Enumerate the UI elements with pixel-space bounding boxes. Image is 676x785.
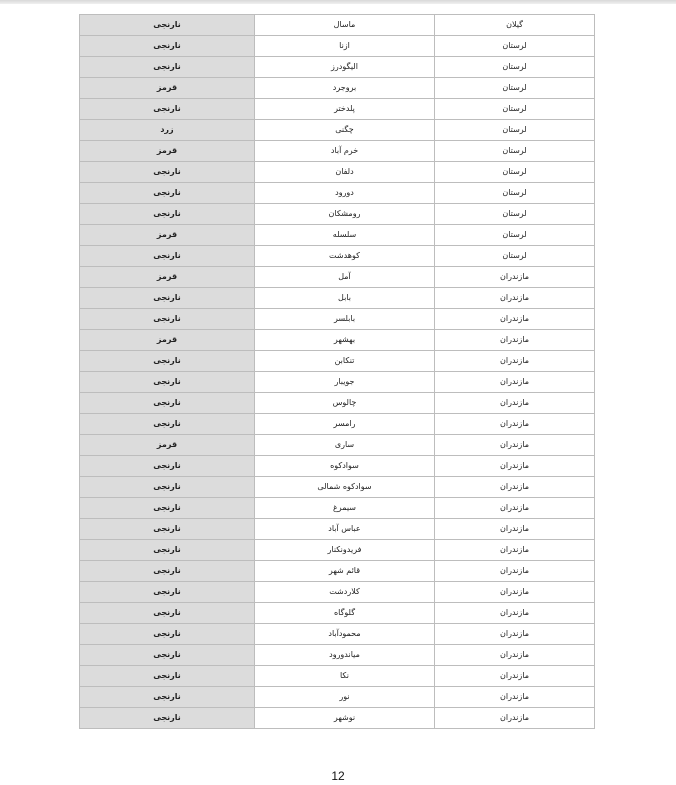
table-row	[80, 645, 595, 666]
color-status-cell: قرمز	[80, 330, 255, 351]
color-status-cell: قرمز	[80, 225, 255, 246]
table-row	[80, 414, 595, 435]
province-cell: مازندران	[435, 687, 595, 708]
city-cell: رامسر	[255, 414, 435, 435]
province-cell: لرستان	[435, 162, 595, 183]
city-cell: قائم شهر	[255, 561, 435, 582]
color-status-cell: نارنجی	[80, 624, 255, 645]
color-status-cell: نارنجی	[80, 351, 255, 372]
province-cell: گیلان	[435, 15, 595, 36]
province-cell: مازندران	[435, 519, 595, 540]
province-cell: مازندران	[435, 603, 595, 624]
table-row	[80, 540, 595, 561]
table-row	[80, 708, 595, 729]
color-status-cell: نارنجی	[80, 645, 255, 666]
color-status-cell: نارنجی	[80, 57, 255, 78]
table-body	[80, 15, 595, 729]
province-cell: لرستان	[435, 141, 595, 162]
city-cell: تنکابن	[255, 351, 435, 372]
province-cell: مازندران	[435, 498, 595, 519]
city-cell: آمل	[255, 267, 435, 288]
color-status-cell: نارنجی	[80, 372, 255, 393]
province-cell: لرستان	[435, 36, 595, 57]
city-cell: کلاردشت	[255, 582, 435, 603]
color-status-cell: نارنجی	[80, 15, 255, 36]
province-cell: مازندران	[435, 708, 595, 729]
color-status-cell: نارنجی	[80, 183, 255, 204]
table-row	[80, 435, 595, 456]
table-row	[80, 78, 595, 99]
table-row	[80, 393, 595, 414]
city-cell: عباس آباد	[255, 519, 435, 540]
city-cell: ازنا	[255, 36, 435, 57]
province-cell: مازندران	[435, 645, 595, 666]
city-cell: بابلسر	[255, 309, 435, 330]
city-cell: چالوس	[255, 393, 435, 414]
color-status-cell: نارنجی	[80, 309, 255, 330]
table-row	[80, 351, 595, 372]
city-cell: نوشهر	[255, 708, 435, 729]
city-cell: نکا	[255, 666, 435, 687]
table-row	[80, 225, 595, 246]
color-status-cell: زرد	[80, 120, 255, 141]
color-status-cell: نارنجی	[80, 561, 255, 582]
window-top-edge	[0, 0, 676, 4]
table-row	[80, 666, 595, 687]
province-cell: لرستان	[435, 99, 595, 120]
color-status-cell: نارنجی	[80, 162, 255, 183]
province-cell: مازندران	[435, 267, 595, 288]
table-row	[80, 120, 595, 141]
color-status-cell: نارنجی	[80, 456, 255, 477]
color-status-cell: نارنجی	[80, 414, 255, 435]
city-cell: بهشهر	[255, 330, 435, 351]
province-cell: مازندران	[435, 393, 595, 414]
city-cell: ساری	[255, 435, 435, 456]
color-status-cell: نارنجی	[80, 582, 255, 603]
province-cell: مازندران	[435, 477, 595, 498]
table-row	[80, 99, 595, 120]
table-row	[80, 498, 595, 519]
color-status-cell: قرمز	[80, 141, 255, 162]
province-cell: مازندران	[435, 624, 595, 645]
city-cell: کوهدشت	[255, 246, 435, 267]
city-cell: پلدختر	[255, 99, 435, 120]
color-status-cell: نارنجی	[80, 246, 255, 267]
province-cell: لرستان	[435, 183, 595, 204]
province-cell: لرستان	[435, 120, 595, 141]
city-cell: الیگودرز	[255, 57, 435, 78]
color-status-cell: نارنجی	[80, 666, 255, 687]
city-cell: محمودآباد	[255, 624, 435, 645]
table-row	[80, 246, 595, 267]
city-cell: جویبار	[255, 372, 435, 393]
province-cell: مازندران	[435, 288, 595, 309]
table-row	[80, 288, 595, 309]
province-cell: مازندران	[435, 309, 595, 330]
province-cell: مازندران	[435, 666, 595, 687]
color-status-cell: نارنجی	[80, 36, 255, 57]
color-status-cell: نارنجی	[80, 603, 255, 624]
color-status-cell: نارنجی	[80, 204, 255, 225]
color-status-cell: نارنجی	[80, 99, 255, 120]
table-row	[80, 561, 595, 582]
city-cell: دورود	[255, 183, 435, 204]
city-cell: بروجرد	[255, 78, 435, 99]
city-cell: گلوگاه	[255, 603, 435, 624]
table-row	[80, 36, 595, 57]
province-cell: مازندران	[435, 540, 595, 561]
city-cell: سیمرغ	[255, 498, 435, 519]
color-status-cell: نارنجی	[80, 708, 255, 729]
color-status-cell: قرمز	[80, 267, 255, 288]
table-row	[80, 519, 595, 540]
table-row	[80, 330, 595, 351]
table-row	[80, 477, 595, 498]
table-row	[80, 183, 595, 204]
table-row	[80, 141, 595, 162]
color-status-cell: نارنجی	[80, 519, 255, 540]
city-cell: دلفان	[255, 162, 435, 183]
table-row	[80, 57, 595, 78]
province-cell: مازندران	[435, 435, 595, 456]
table-row	[80, 309, 595, 330]
color-status-cell: نارنجی	[80, 540, 255, 561]
province-cell: مازندران	[435, 351, 595, 372]
city-cell: بابل	[255, 288, 435, 309]
city-cell: چگنی	[255, 120, 435, 141]
city-cell: ماسال	[255, 15, 435, 36]
color-status-cell: نارنجی	[80, 393, 255, 414]
color-status-cell: نارنجی	[80, 477, 255, 498]
province-cell: لرستان	[435, 78, 595, 99]
table-row	[80, 372, 595, 393]
province-cell: لرستان	[435, 225, 595, 246]
table-row	[80, 204, 595, 225]
city-cell: نور	[255, 687, 435, 708]
city-cell: خرم آباد	[255, 141, 435, 162]
city-cell: رومشکان	[255, 204, 435, 225]
city-cell: سوادکوه شمالی	[255, 477, 435, 498]
color-status-cell: قرمز	[80, 435, 255, 456]
city-cell: میاندورود	[255, 645, 435, 666]
province-cell: لرستان	[435, 246, 595, 267]
city-status-table	[79, 14, 595, 729]
table-row	[80, 267, 595, 288]
color-status-cell: نارنجی	[80, 288, 255, 309]
province-cell: مازندران	[435, 582, 595, 603]
table-row	[80, 15, 595, 36]
table-row	[80, 687, 595, 708]
province-cell: مازندران	[435, 372, 595, 393]
province-cell: مازندران	[435, 414, 595, 435]
page-number: 12	[331, 769, 345, 783]
table-row	[80, 456, 595, 477]
table-row	[80, 603, 595, 624]
province-cell: مازندران	[435, 561, 595, 582]
color-status-cell: نارنجی	[80, 687, 255, 708]
table-row	[80, 624, 595, 645]
province-cell: مازندران	[435, 456, 595, 477]
province-cell: لرستان	[435, 57, 595, 78]
city-cell: فریدونکنار	[255, 540, 435, 561]
city-cell: سوادکوه	[255, 456, 435, 477]
table-row	[80, 162, 595, 183]
province-cell: مازندران	[435, 330, 595, 351]
province-cell: لرستان	[435, 204, 595, 225]
city-cell: سلسله	[255, 225, 435, 246]
table-row	[80, 582, 595, 603]
color-status-cell: قرمز	[80, 78, 255, 99]
color-status-cell: نارنجی	[80, 498, 255, 519]
